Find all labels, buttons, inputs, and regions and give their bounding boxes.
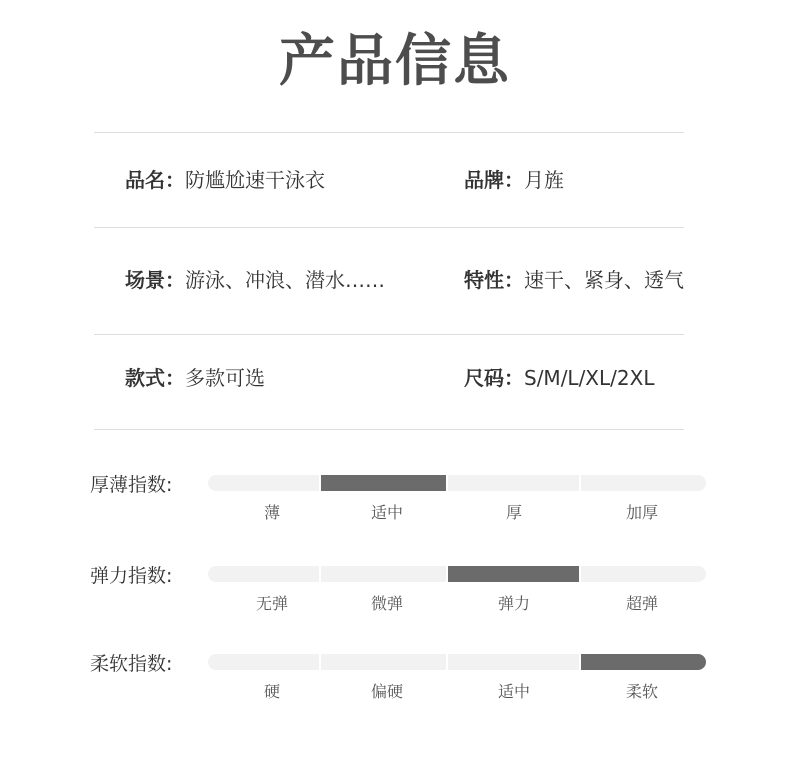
rating-bar-softness	[208, 654, 706, 670]
info-style	[125, 364, 265, 392]
rating-segment	[208, 566, 321, 582]
info-key-size: 尺码：	[464, 366, 524, 390]
info-value-feature: 速干、紧身、透气	[524, 268, 684, 292]
tick-label: 柔软	[625, 682, 658, 701]
tick-label: 适中	[370, 503, 403, 522]
info-value-brand: 月旌	[524, 168, 564, 192]
rating-segment	[448, 566, 581, 582]
info-value-style: 多款可选	[185, 366, 265, 390]
tick-label: 厚	[505, 503, 522, 522]
tick-label: 微弹	[370, 594, 403, 613]
tick-label: 薄	[263, 503, 280, 522]
info-value-scene: 游泳、冲浪、潜水……	[185, 268, 385, 292]
rating-segment	[321, 566, 448, 582]
divider-3	[94, 429, 684, 430]
divider-top	[94, 132, 684, 133]
divider-2	[94, 334, 684, 335]
info-value-name: 防尴尬速干泳衣	[185, 168, 325, 192]
rating-segment	[581, 566, 706, 582]
tick-label: 加厚	[625, 503, 658, 522]
rating-bar-elasticity	[208, 566, 706, 582]
info-scene	[125, 266, 385, 294]
info-key-name: 品名：	[125, 168, 185, 192]
rating-segment	[321, 475, 448, 491]
rating-segment	[208, 654, 321, 670]
tick-label: 无弹	[255, 594, 288, 613]
rating-label-softness: 柔软指数:	[90, 653, 173, 675]
info-key-scene: 场景：	[125, 268, 185, 292]
rating-bar-thickness	[208, 475, 706, 491]
info-key-brand: 品牌：	[464, 168, 524, 192]
rating-segment	[581, 475, 706, 491]
info-product-name	[125, 166, 325, 194]
rating-segment	[448, 654, 581, 670]
info-size	[464, 364, 654, 392]
divider-1	[94, 227, 684, 228]
rating-segment	[448, 475, 581, 491]
tick-label: 硬	[263, 682, 280, 701]
info-key-feature: 特性：	[464, 268, 524, 292]
page-title: 产品信息	[279, 29, 511, 94]
rating-segment	[581, 654, 706, 670]
rating-segment	[321, 654, 448, 670]
info-value-size: S/M/L/XL/2XL	[524, 366, 655, 390]
tick-label: 适中	[497, 682, 530, 701]
info-brand	[464, 166, 564, 194]
rating-segment	[208, 475, 321, 491]
tick-label: 弹力	[497, 594, 530, 613]
info-key-style: 款式：	[125, 366, 185, 390]
info-feature	[464, 266, 684, 294]
tick-label: 偏硬	[370, 682, 403, 701]
rating-label-elasticity: 弹力指数:	[90, 565, 173, 587]
rating-label-thickness: 厚薄指数:	[90, 474, 173, 496]
tick-label: 超弹	[625, 594, 658, 613]
